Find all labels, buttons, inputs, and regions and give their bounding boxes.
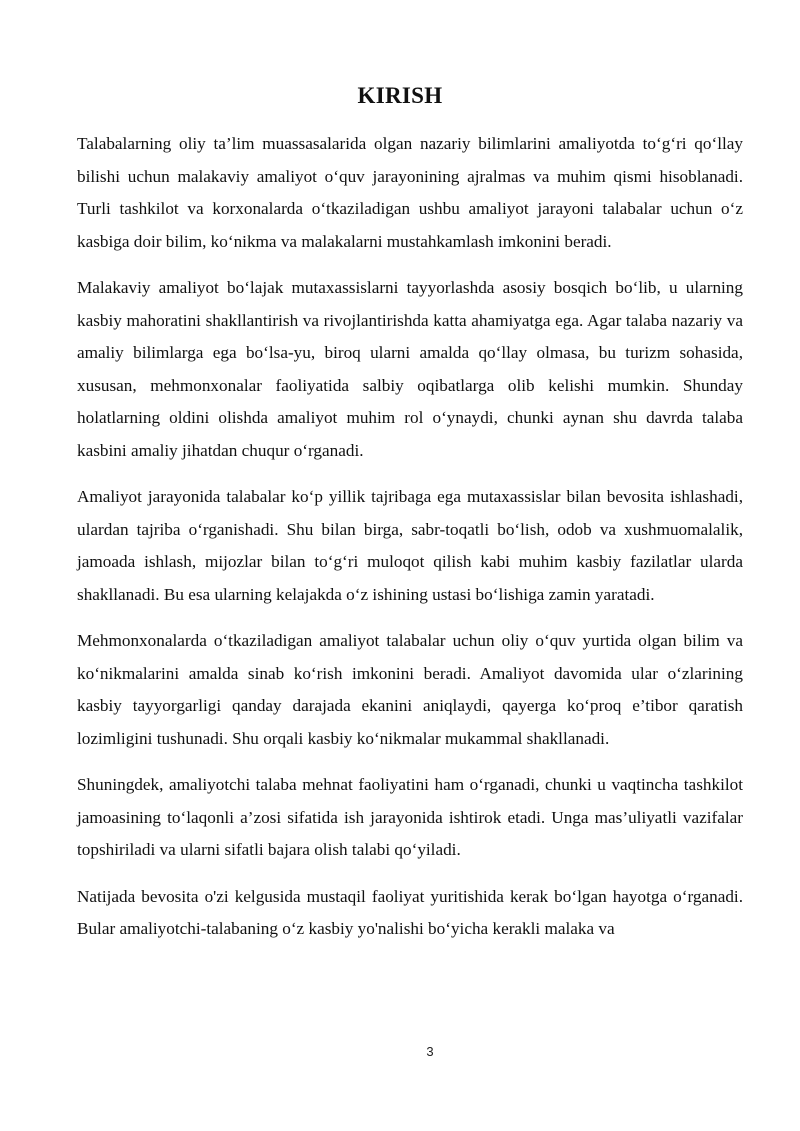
paragraph-4: Mehmonxonalarda o‘tkaziladigan amaliyot talabalar uchun oliy o‘quv yurtida olgan bilim va ko‘nikmalarini amalda sinab ko‘rish imkonini beradi. Amaliyot davomida ular o‘zlarining kasbiy tayyorgarligi qanday darajada ekanini aniqlaydi, qayerga ko‘proq e’tibor qaratish lozimligini tushunadi. Shu orqali kasbiy ko‘nikmalar mukammal shakllanadi. [77,631,743,748]
paragraph-5: Shuningdek, amaliyotchi talaba mehnat faoliyatini ham o‘rganadi, chunki u vaqtincha tashkilot jamoasining to‘laqonli a’zosi sifatida ish jarayonida ishtirok etadi. Unga mas’uliyatli vazifalar topshiriladi va ularni sifatli bajara olish talabi qo‘yiladi. [77,775,743,859]
paragraph-3: Amaliyot jarayonida talabalar ko‘p yillik tajribaga ega mutaxassislar bilan bevosita ishlashadi, ulardan tajriba o‘rganishadi. Shu bilan birga, sabr-toqatli bo‘lish, odob va xushmuomalalik, jamoada ishlash, mijozlar bilan to‘g‘ri muloqot qilish kabi muhim kasbiy fazilatlar ularda shakllanadi. Bu esa ularning kelajakda o‘z ishining ustasi bo‘lishiga zamin yaratadi. [77,487,743,604]
paragraph-1: Talabalarning oliy ta’lim muassasalarida olgan nazariy bilimlarini amaliyotda to‘g‘ri qo‘llay bilishi uchun malakaviy amaliyot o‘quv jarayonining ajralmas va muhim qismi hisoblanadi. Turli tashkilot va korxonalarda o‘tkaziladigan ushbu amaliyot jarayoni talabalar uchun o‘z kasbiga doir bilim, ko‘nikma va malakalarni mustahkamlash imkonini beradi. [77,134,743,251]
paragraph-2: Malakaviy amaliyot bo‘lajak mutaxassislarni tayyorlashda asosiy bosqich bo‘lib, u ularning kasbiy mahoratini shakllantirish va rivojlantirishda katta ahamiyatga ega. Agar talaba nazariy va amaliy bilimlarga ega bo‘lsa-yu, biroq ularni amalda qo‘llay olmasa, bu turizm sohasida, xususan, mehmonxonalar faoliyatida salbiy oqibatlarga olib kelishi mumkin. Shunday holatlarning oldini olishda amaliyot muhim rol o‘ynaydi, chunki aynan shu davrda talaba kasbini amaliy jihatdan chuqur o‘rganadi. [77,278,743,460]
page-number: 3 [426,1044,434,1059]
page-title: KIRISH [357,83,443,108]
paragraph-6: Natijada bevosita o'zi kelgusida mustaqil faoliyat yuritishida kerak bo‘lgan hayotga o‘rganadi. Bular amaliyotchi-talabaning o‘z kasbiy yo'nalishi bo‘yicha kerakli malaka va [77,886,743,938]
body-text [77,128,743,960]
